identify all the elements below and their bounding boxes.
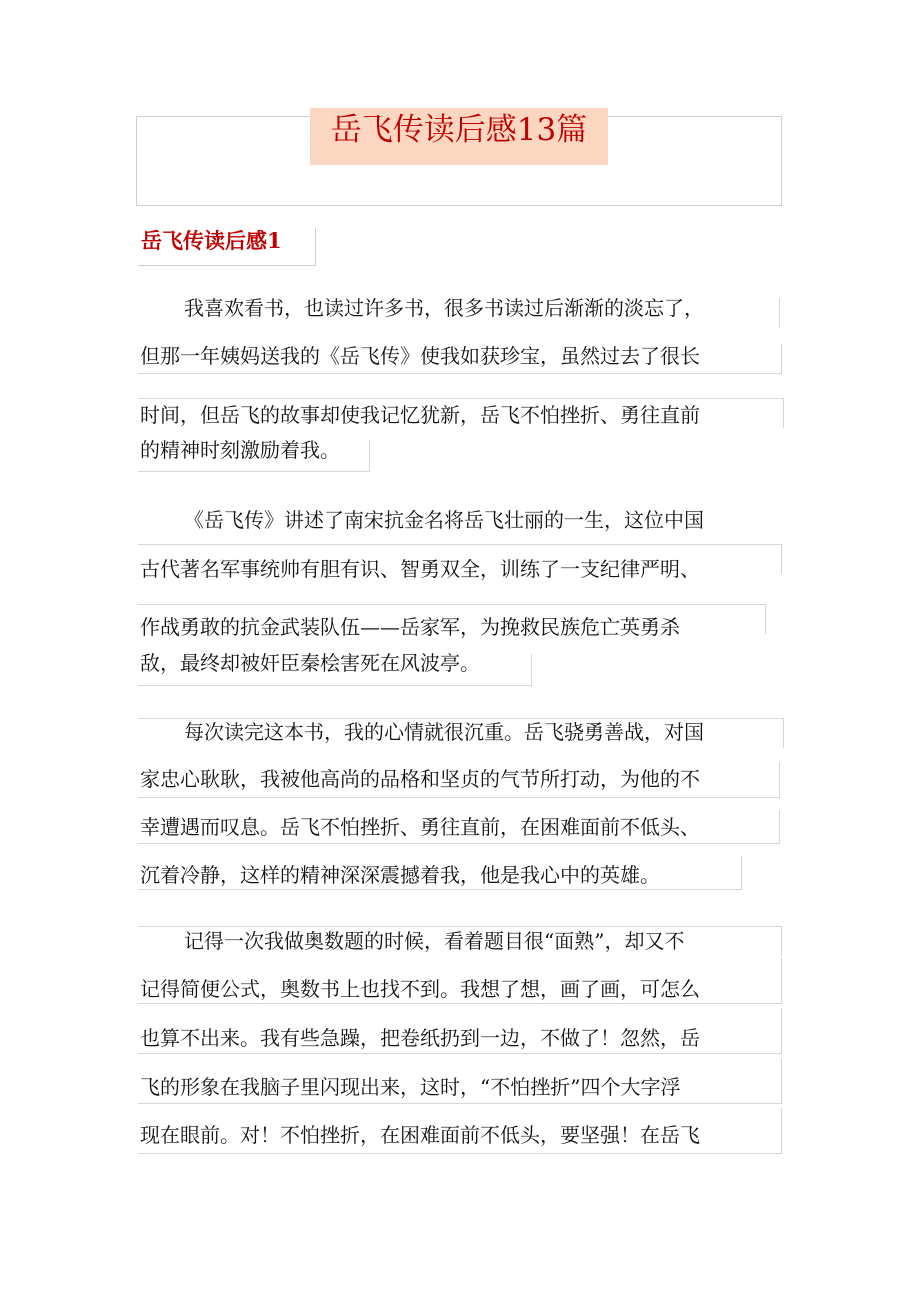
paragraph-line: 家忠心耿耿，我被他高尚的品格和坚贞的气节所打动，为他的不 <box>140 767 700 791</box>
paragraph-line: 但那一年姨妈送我的《岳飞传》使我如获珍宝，虽然过去了很长 <box>140 344 700 368</box>
paragraph-line: 也算不出来。我有些急躁，把卷纸扔到一边，不做了！忽然，岳 <box>140 1026 700 1050</box>
paragraph-line: 作战勇敢的抗金武装队伍——岳家军，为挽救民族危亡英勇杀 <box>140 615 680 639</box>
paragraph-line: 记得简便公式，奥数书上也找不到。我想了想，画了画，可怎么 <box>140 977 700 1001</box>
paragraph-line: 敌，最终却被奸臣秦桧害死在风波亭。 <box>140 651 480 675</box>
paragraph-line: 我喜欢看书，也读过许多书，很多书读过后渐渐的淡忘了， <box>184 296 704 320</box>
section-heading: 岳飞传读后感1 <box>141 228 282 253</box>
paragraph-line: 时间，但岳飞的故事却使我记忆犹新，岳飞不怕挫折、勇往直前 <box>140 403 700 427</box>
paragraph-line: 现在眼前。对！不怕挫折，在困难面前不低头，要坚强！在岳飞 <box>140 1123 700 1147</box>
paragraph-line: 飞的形象在我脑子里闪现出来，这时，“不怕挫折”四个大字浮 <box>140 1075 681 1099</box>
paragraph-line: 记得一次我做奥数题的时候，看着题目很“面熟”，却又不 <box>184 929 685 953</box>
paragraph-line: 《岳飞传》讲述了南宋抗金名将岳飞壮丽的一生，这位中国 <box>184 508 704 532</box>
paragraph-line: 古代著名军事统帅有胆有识、智勇双全，训练了一支纪律严明、 <box>140 557 700 581</box>
document-title: 岳飞传读后感13篇 <box>330 112 588 148</box>
paragraph-line: 幸遭遇而叹息。岳飞不怕挫折、勇往直前，在困难面前不低头、 <box>140 815 700 839</box>
paragraph-line: 沉着冷静，这样的精神深深震撼着我，他是我心中的英雄。 <box>140 863 660 887</box>
paragraph-line: 每次读完这本书，我的心情就很沉重。岳飞骁勇善战，对国 <box>184 720 704 744</box>
paragraph-line: 的精神时刻激励着我。 <box>140 438 340 462</box>
